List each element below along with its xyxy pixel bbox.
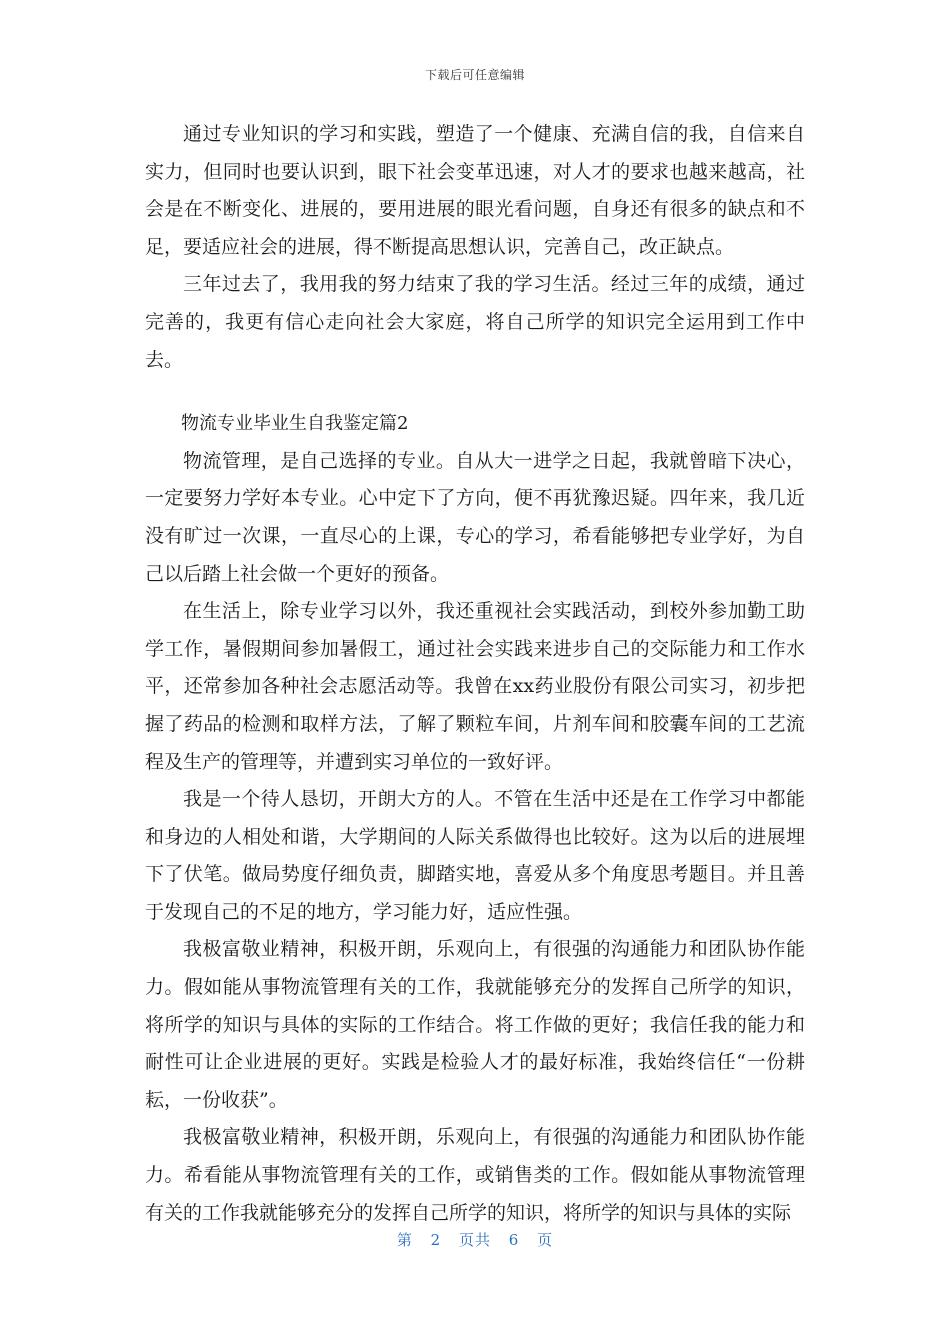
paragraph: 物流管理，是自己选择的专业。自从大一进学之日起，我就曾暗下决心，一定要努力学好本专业。心中定下了方向，便不再犹豫迟疑。四年来，我几近没有旷过一次课，一直尽心的上课，专心的学习，希看能够把专业学好，为自己以后踏上社会做一个更好的预备。 [145,449,805,585]
page-header: 下载后可任意编辑 [424,68,525,82]
paragraph: 三年过去了，我用我的努力结束了我的学习生活。经过三年的成绩，通过完善的，我更有信心走向社会大家庭，将自己所学的知识完全运用到工作中去。 [145,273,805,371]
paragraph: 在生活上，除专业学习以外，我还重视社会实践活动，到校外参加勤工助学工作，暑假期间参加暑假工，通过社会实践来进步自己的交际能力和工作水平，还常参加各种社会志愿活动等。我曾在xx药业股份有限公司实习，初步把握了药品的检测和取样方法，了解了颗粒车间，片剂车间和胶囊车间的工艺流程及生产的管理等，并遭到实习单位的一致好评。 [145,600,805,773]
paragraph: 我极富敬业精神，积极开朗，乐观向上，有很强的沟通能力和团队协作能力。希看能从事物流管理有关的工作，或销售类的工作。假如能从事物流管理有关的工作我就能够充分的发挥自己所学的知识，将所学的知识与具体的实际 [145,1126,805,1224]
footer-page-number: 2 [430,1231,442,1249]
footer-prefix: 第 [396,1231,413,1249]
section-title: 物流专业毕业生自我鉴定篇2 [181,413,409,435]
paragraph: 我极富敬业精神，积极开朗，乐观向上，有很强的沟通能力和团队协作能力。假如能从事物流管理有关的工作，我就能够充分的发挥自己所学的知识，将所学的知识与具体的实际的工作结合。将工作做的更好；我信任我的能力和耐性可让企业进展的更好。实践是检验人才的最好标准，我始终信任“一份耕耘，一份收获”。 [145,938,805,1111]
paragraph: 通过专业知识的学习和实践，塑造了一个健康、充满自信的我，自信来自实力，但同时也要认识到，眼下社会变革迅速，对人才的要求也越来越高，社会是在不断变化、进展的，要用进展的眼光看问题，自身还有很多的缺点和不足，要适应社会的进展，得不断提高思想认识，完善自己，改正缺点。 [145,123,805,258]
footer-suffix: 页 [537,1231,554,1249]
paragraph: 我是一个待人恳切，开朗大方的人。不管在生活中还是在工作学习中都能和身边的人相处和谐，大学期间的人际关系做得也比较好。这为以后的进展埋下了伏笔。做局势度仔细负责，脚踏实地，喜爱从多个角度思考题目。并且善于发现自己的不足的地方，学习能力好，适应性强。 [145,788,805,923]
footer-middle: 页共 [458,1231,491,1249]
document-body [145,116,805,1232]
page-footer [0,1229,950,1250]
footer-total-pages: 6 [508,1231,520,1249]
